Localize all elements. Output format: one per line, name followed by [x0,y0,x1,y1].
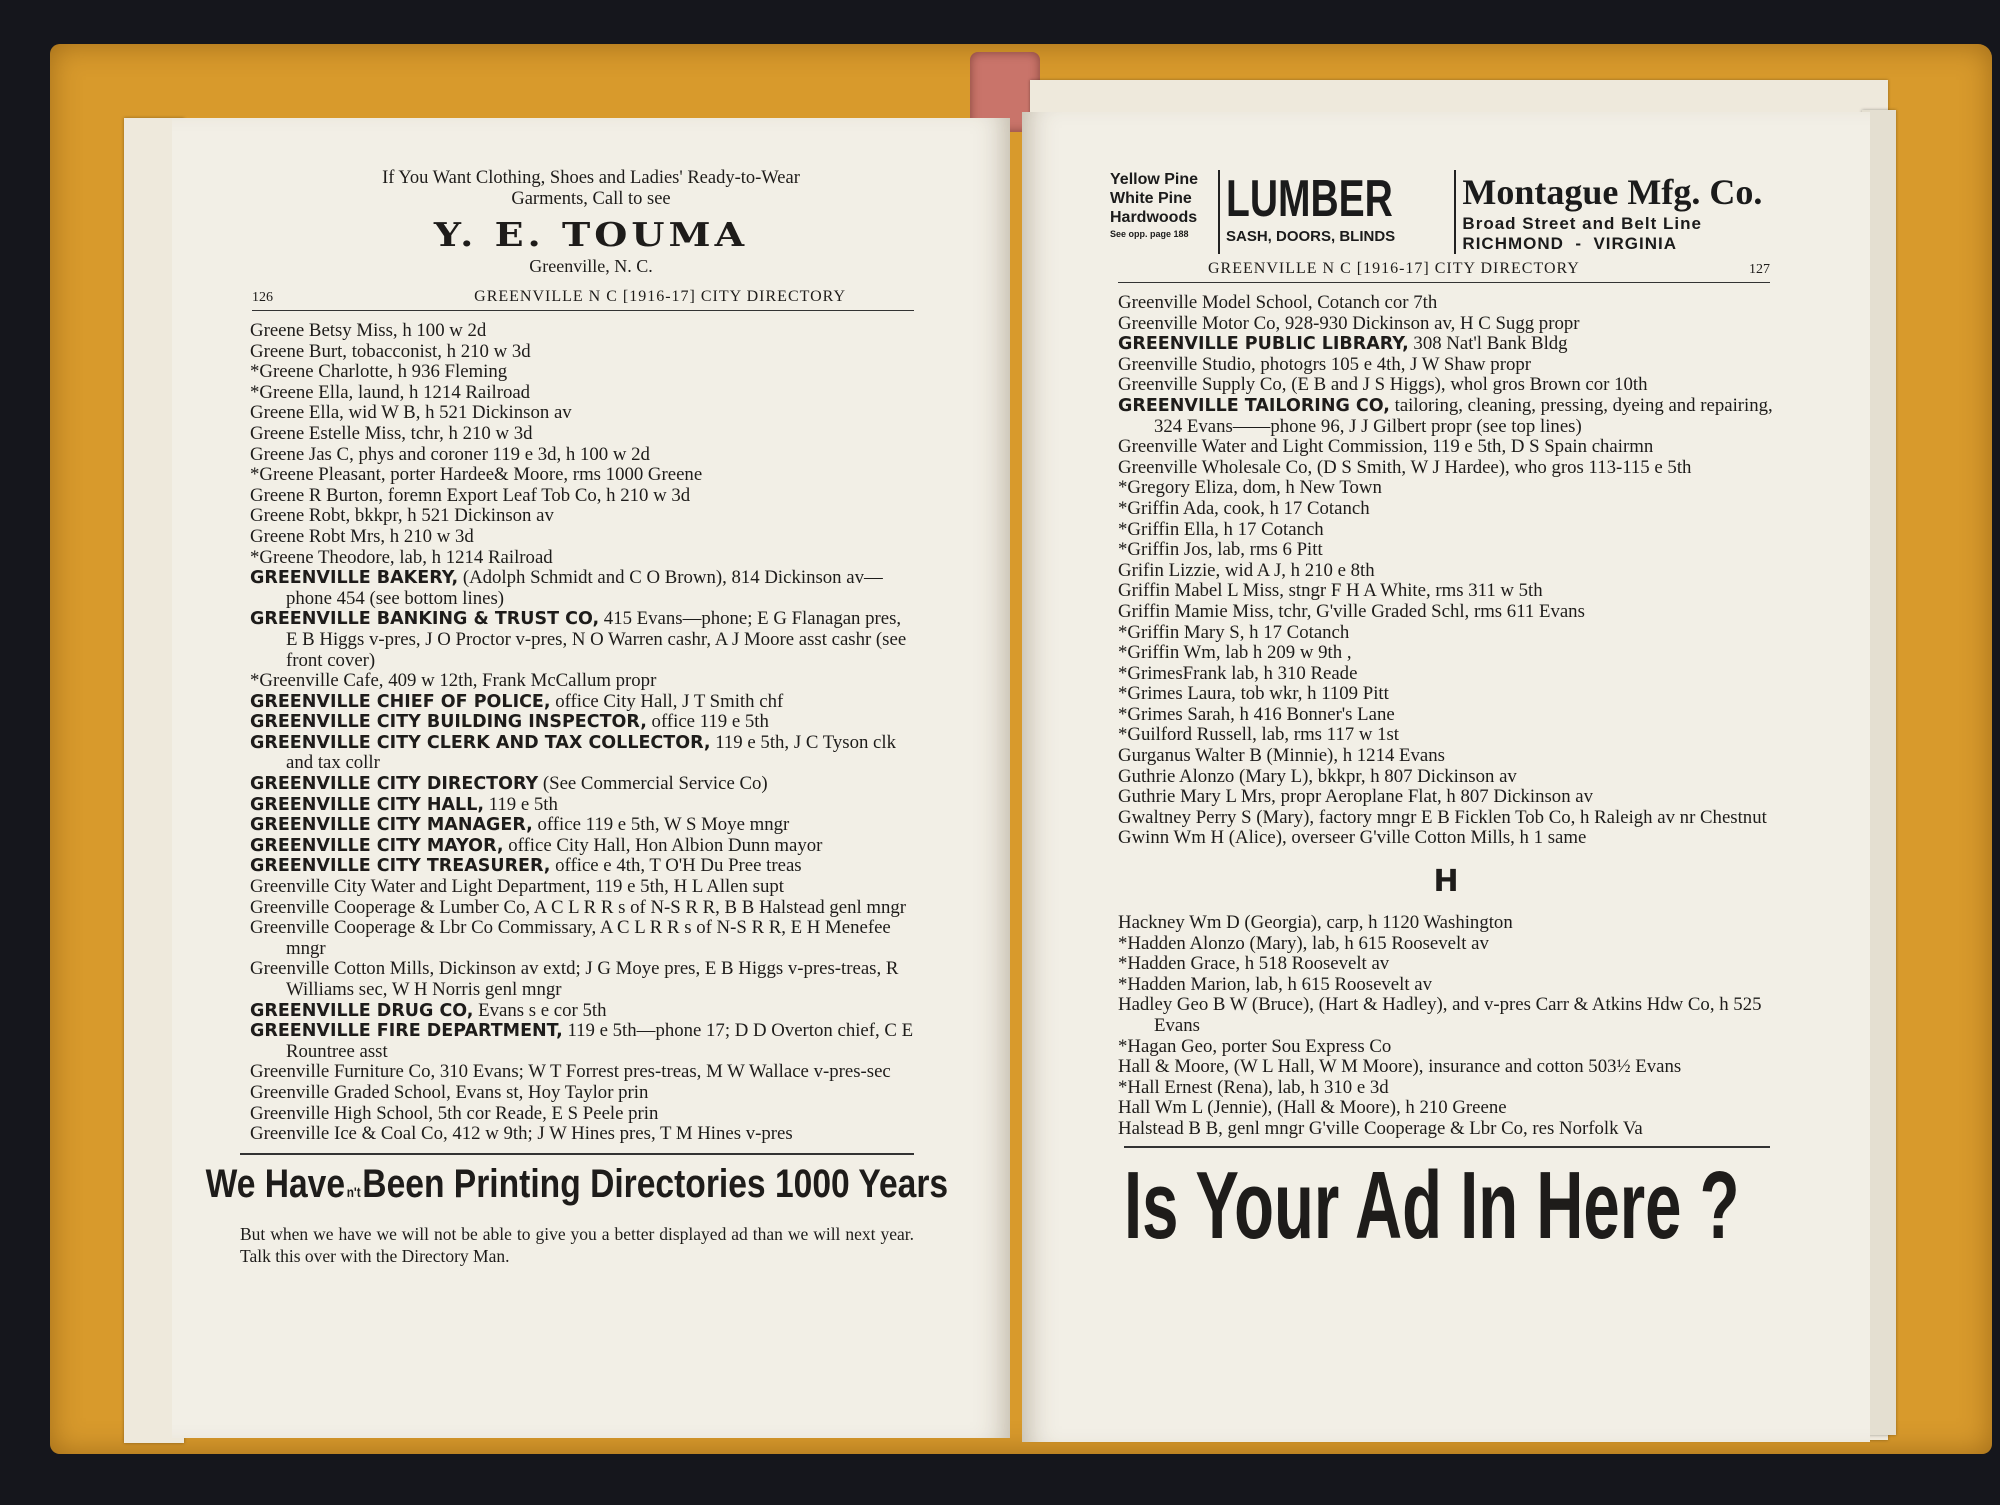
entry-name: Greene Robt, [250,505,351,527]
entry-name: Greenville Studio, [1118,353,1256,375]
montague-ad-address1: Broad Street and Belt Line [1462,214,1702,233]
entry-name: Greenville City Water and Light Department, [250,876,591,898]
directory-entry [1118,396,1774,437]
entry-details: lab, rms 117 w 1st [1256,724,1400,746]
entry-details: dom, h New Town [1237,477,1382,499]
entry-name-bold: GREENVILLE TAILORING CO, [1118,395,1390,416]
entry-name-bold: GREENVILLE CITY TREASURER, [250,856,551,877]
directory-entry [1118,664,1774,685]
entry-details: (See Commercial Service Co) [538,773,768,795]
entry-details: porter Hardee& Moore, rms 1000 Greene [385,464,703,486]
directory-entry [1118,954,1774,975]
entry-details: (Jennie), (Hall & Moore), h 210 Greene [1202,1097,1507,1119]
entry-details: wid A J, h 210 e 8th [1220,559,1375,581]
entry-name: Greene Burt, [250,340,347,362]
entry-details: 409 w 12th, Frank McCallum propr [383,670,657,692]
entry-details: laund, h 1214 Railroad [353,381,531,403]
montague-ad-firm-block [1456,170,1774,254]
directory-entry [250,527,914,548]
directory-entry [1118,499,1774,520]
entry-details: h 17 Cotanch [1244,621,1350,643]
montague-ad [1110,170,1774,254]
entry-name: Guthrie Mary L Mrs, [1118,786,1276,808]
directory-entry [250,1104,914,1125]
entry-details: Evans s e cor 5th [473,999,607,1021]
entry-name-bold: GREENVILLE BANKING & TRUST CO, [250,609,600,630]
entry-details: wid W B, h 521 Dickinson av [343,402,572,424]
entry-name: Greenville Cotton Mills, [250,958,435,980]
montague-ad-lumber: LUMBER [1226,170,1393,228]
entry-details: (Minnie), h 1214 Evans [1261,745,1445,767]
montague-ad-see-page: See opp. page 188 [1110,229,1189,239]
entry-details: h 416 Bonner's Lane [1234,703,1395,725]
entry-name: Grifin Lizzie, [1118,559,1221,581]
directory-entry [1118,623,1774,644]
entry-details: lab, h 615 Roosevelt av [1250,973,1433,995]
directory-entry [1118,767,1774,788]
directory-entry [1118,602,1774,623]
directory-entry [250,712,914,733]
entry-name: Greenville Graded School, [250,1081,451,1103]
directory-entry [1118,725,1774,746]
touma-ad-line1: If You Want Clothing, Shoes and Ladies' Ready-to-Wear [382,168,800,188]
directory-entry [250,424,914,445]
entry-name-bold: GREENVILLE BAKERY, [250,568,459,589]
entry-details: 119 e 5th [484,793,558,815]
entry-details: tob wkr, h 1109 Pitt [1235,683,1389,705]
entry-name: *Greene Theodore, [250,546,395,568]
entry-details: (Georgia), carp, h 1120 Washington [1239,912,1513,934]
entry-details: (E B and J S Higgs), whol gros Brown cor 10th [1286,374,1648,396]
entry-details: 119 e 5th, D S Spain chairmn [1427,436,1654,458]
touma-ad-line2: Garments, Call to see [511,189,671,209]
entry-name: Griffin Mamie Miss, [1118,600,1274,622]
directory-entry [250,506,914,527]
entry-details: h 17 Cotanch [1218,518,1324,540]
right-page [1022,112,1870,1442]
directory-entry [1118,355,1774,376]
entry-name: *Hall Ernest [1118,1076,1213,1098]
entry-details: Dickinson av extd; J G Moye pres, E B Higgs v-pres-treas, R Williams sec, W H Norris genl mngr [286,958,899,1000]
directory-entry [1118,787,1774,808]
entry-name: *GrimesFrank [1118,662,1227,684]
directory-entry [250,815,914,836]
directory-entry [250,362,914,383]
directory-entry [1118,581,1774,602]
entry-details: Cotanch cor 7th [1312,292,1438,313]
entry-name: Greene Robt Mrs, [250,525,386,547]
entry-name-bold: GREENVILLE CHIEF OF POLICE, [250,691,551,712]
entry-details: (Rena), lab, h 310 e 3d [1212,1076,1389,1098]
entry-details: cook, h 17 Cotanch [1218,497,1370,519]
entry-name: Gwinn Wm H [1118,827,1225,849]
entry-details: lab, h 1214 Railroad [394,546,553,568]
touma-ad-name: Y. E. TOUMA [433,215,749,254]
page-number-left: 126 [252,290,273,305]
directory-entry [250,1124,914,1145]
entry-name-bold: GREENVILLE DRUG CO, [250,1000,474,1021]
entry-details: office City Hall, J T Smith chf [550,690,784,712]
entry-name: Greene Betsy Miss, [250,320,398,341]
directory-entry [1118,520,1774,541]
entry-name: *Griffin Wm, [1118,642,1221,664]
entry-name: *Griffin Jos, [1118,539,1213,561]
entry-name: *Griffin Ada, [1118,497,1219,519]
directory-entry [1118,314,1774,335]
entry-name: Greene Jas C, [250,443,354,465]
entry-details: office City Hall, Hon Albion Dunn mayor [503,834,823,856]
directory-entry [250,1001,914,1022]
directory-entry [250,774,914,795]
touma-ad-city: Greenville, N. C. [529,256,653,276]
printing-ad-text: But when we have we will not be able to give you a better displayed ad than we will next year. Talk this over with the Directory Man. [240,1223,914,1266]
entry-name: *Greene Ella, [250,381,354,403]
directory-entry [1118,1119,1774,1140]
running-head-text-left: GREENVILLE N C [1916-17] CITY DIRECTORY [474,288,846,305]
entry-name-bold: GREENVILLE PUBLIC LIBRARY, [1118,334,1409,355]
directory-entry [1118,705,1774,726]
montague-ad-wood-3: Hardwoods [1110,209,1198,226]
directory-entry [250,568,914,609]
printing-ad-headline-a: We Have [205,1161,346,1206]
directory-entry [1118,1098,1774,1119]
entry-name: Guthrie Alonzo [1118,765,1235,787]
your-ad-banner [1124,1146,1770,1259]
directory-entry [250,918,914,959]
entry-name: Greene Ella, [250,402,344,424]
entry-details: (Alice), overseer G'ville Cotton Mills, h 1 same [1224,827,1587,849]
entry-details: (Adolph Schmidt and C O Brown), 814 Dickinson av—phone 454 (see bottom lines) [286,567,883,609]
directory-entry [1118,375,1774,396]
entry-name: Gurganus Walter B [1118,745,1262,767]
directory-entry [250,856,914,877]
entry-details: photogrs 105 e 4th, J W Shaw propr [1255,353,1531,375]
entry-name-bold: GREENVILLE CITY MAYOR, [250,835,504,856]
your-ad-headline: Is Your Ad In Here ? [1124,1151,1740,1259]
entry-details: h 936 Fleming [392,361,508,383]
entries-right-h [1118,913,1774,1140]
directory-entry [250,321,914,342]
entry-name-bold: GREENVILLE CITY HALL, [250,794,484,815]
directory-entry [250,795,914,816]
montague-ad-lumber-block [1218,170,1456,254]
entry-details: 928-930 Dickinson av, H C Sugg propr [1280,312,1580,334]
running-head-left [252,288,914,311]
directory-entry [250,733,914,774]
directory-entry [250,486,914,507]
directory-entry [1118,975,1774,996]
entry-name: Hall & Moore, [1118,1056,1230,1078]
entries-right [1118,293,1774,1140]
entry-name: *Greene Pleasant, [250,464,386,486]
entry-details: office e 4th, T O'H Du Pree treas [550,855,802,877]
entry-name: Hackney Wm D [1118,912,1240,934]
entry-name: *Gregory Eliza, [1118,477,1238,499]
entry-name: *Hagan Geo, [1118,1035,1218,1057]
directory-entry [1118,995,1774,1036]
entry-details: lab h 209 w 9th , [1220,642,1352,664]
running-head-right [1118,260,1770,283]
entry-name: Gwaltney Perry S [1118,806,1252,828]
montague-ad-wood-2: White Pine [1110,190,1192,207]
montague-ad-address2: RICHMOND - VIRGINIA [1462,234,1678,253]
entry-details: 119 e 5th, H L Allen supt [590,876,784,898]
directory-entry [1118,913,1774,934]
entry-name-bold: GREENVILLE CITY BUILDING INSPECTOR, [250,712,647,733]
directory-entry [250,1083,914,1104]
entry-name: Greenville Ice & Coal Co, [250,1123,448,1145]
entry-details: lab, h 310 Reade [1226,662,1358,684]
entry-details: tchr, G'ville Graded Schl, rms 611 Evans [1273,600,1585,622]
montague-ad-products: SASH, DOORS, BLINDS [1226,228,1396,245]
directory-entry [250,877,914,898]
entry-name: *Guilford Russell, [1118,724,1257,746]
entry-name: *Hadden Alonzo [1118,932,1245,954]
entry-details: tchr, h 210 w 3d [405,422,533,444]
entry-details: office 119 e 5th, W S Moye mngr [532,814,790,836]
entry-name: Greenville Model School, [1118,292,1313,313]
entry-details: stngr F H A White, rms 311 w 5th [1283,580,1543,602]
directory-entry [250,692,914,713]
montague-ad-firm: Montague Mfg. Co. [1462,172,1763,212]
entry-details: phys and coroner 119 e 3d, h 100 w 2d [353,443,650,465]
entry-details: tobacconist, h 210 w 3d [347,340,531,362]
directory-entry [1118,934,1774,955]
entry-details: foremn Export Leaf Tob Co, h 210 w 3d [383,484,691,506]
touma-ad [172,168,1010,276]
entry-name: *Griffin Mary S, [1118,621,1245,643]
printing-ad-headline-b: Been Printing Directories 1000 Years [362,1161,949,1206]
directory-entry [1118,1037,1774,1058]
entry-name-bold: GREENVILLE CITY CLERK AND TAX COLLECTOR, [250,732,711,753]
directory-entry [1118,746,1774,767]
entry-details: (W L Hall, W M Moore), insurance and cotton 503½ Evans [1229,1056,1682,1078]
directory-entry [1118,561,1774,582]
directory-entry [1118,334,1774,355]
directory-entry [250,959,914,1000]
entry-details: 308 Nat'l Bank Bldg [1408,333,1568,355]
directory-entry [1118,828,1774,849]
entry-name: Greene R Burton, [250,484,384,506]
directory-entry [1118,478,1774,499]
entry-details: genl mngr G'ville Cooperage & Lbr Co, res Norfolk Va [1222,1117,1643,1139]
directory-entry [250,342,914,363]
printing-ad-headline [205,1159,949,1217]
entry-details: bkkpr, h 521 Dickinson av [350,505,554,527]
montague-ad-woods [1110,170,1218,254]
entry-name: *Greene Charlotte, [250,361,393,383]
entry-details: h 100 w 2d [397,320,487,341]
directory-entry [250,1062,914,1083]
entry-details: h 518 Roosevelt av [1240,953,1390,975]
entry-details: 5th cor Reade, E S Peele prin [433,1102,659,1124]
directory-entry [1118,1057,1774,1078]
entry-details: h 210 w 3d [385,525,474,547]
entry-name: *Grimes Laura, [1118,683,1236,705]
directory-entry [250,403,914,424]
entry-name: Greenville Cooperage & Lbr Co Commissary, [250,917,597,939]
directory-entry [250,898,914,919]
directory-entry [250,1021,914,1062]
running-head-text-right: GREENVILLE N C [1916-17] CITY DIRECTORY [1208,260,1580,277]
entry-name: Greenville Supply Co, [1118,374,1287,396]
entry-details: (Mary L), bkkpr, h 807 Dickinson av [1234,765,1517,787]
left-page [172,118,1010,1438]
entry-name: Hall Wm L [1118,1097,1203,1119]
montague-ad-wood-1: Yellow Pine [1110,171,1199,188]
entry-details: lab, rms 6 Pitt [1212,539,1323,561]
page-number-right: 127 [1749,262,1770,277]
section-letter-h: H [1433,864,1459,900]
entry-name: *Hadden Grace, [1118,953,1241,975]
directory-entry [250,445,914,466]
directory-entry [1118,684,1774,705]
directory-entry [250,465,914,486]
entry-name: Greenville Cooperage & Lumber Co, [250,896,531,918]
entry-name: *Greenville Cafe, [250,670,384,692]
entry-name: Greenville High School, [250,1102,434,1124]
directory-entry [1118,643,1774,664]
entry-details: (D S Smith, W J Hardee), who gros 113-115 e 5th [1312,456,1692,478]
entries-left [250,321,914,1145]
directory-entry [1118,1078,1774,1099]
entry-details: 119 e 5th, J C Tyson clk and tax collr [286,731,896,774]
directory-entry [250,836,914,857]
entry-details: A C L R R s of N-S R R, E H Menefee mngr [286,917,891,959]
entry-name: Greenville Wholesale Co, [1118,456,1313,478]
entry-details: Evans st, Hoy Taylor prin [450,1081,649,1103]
directory-entry [1118,458,1774,479]
entry-name: *Grimes Sarah, [1118,703,1235,725]
directory-entry [250,609,914,671]
entry-name-bold: GREENVILLE CITY MANAGER, [250,815,533,836]
entry-details: (Bruce), (Hart & Hadley), and v-pres Carr & Atkins Hdw Co, h 525 Evans [1154,994,1762,1036]
entry-name-bold: GREENVILLE CITY DIRECTORY [250,774,539,795]
entry-name: Greenville Motor Co, [1118,312,1281,334]
directory-entry [1118,540,1774,561]
directory-entry [250,548,914,569]
entry-details: 412 w 9th; J W Hines pres, T M Hines v-pres [447,1123,793,1145]
directory-entry [250,383,914,404]
entry-name: Greenville Water and Light Commission, [1118,436,1428,458]
entries-right-g [1118,293,1774,849]
entry-name: Griffin Mabel L Miss, [1118,580,1284,602]
entry-details: (Mary), factory mngr E B Ficklen Tob Co, h Raleigh av nr Chestnut [1251,806,1767,828]
entry-details: propr Aeroplane Flat, h 807 Dickinson av [1275,786,1594,808]
entry-name: *Griffin Ella, [1118,518,1219,540]
printing-ad-headline-small: n't [346,1183,361,1200]
entry-details: A C L R R s of N-S R R, B B Halstead genl mngr [530,896,907,918]
entry-name: *Hadden Marion, [1118,973,1251,995]
directory-entry [1118,437,1774,458]
entry-details: (Mary), lab, h 615 Roosevelt av [1244,932,1489,954]
entry-details: 119 e 5th—phone 17; D D Overton chief, C E Rountree asst [286,1020,914,1062]
directory-entry [250,671,914,692]
entry-name: Hadley Geo B W [1118,994,1248,1016]
entry-details: 415 Evans—phone; E G Flanagan pres, E B Higgs v-pres, J O Proctor v-pres, N O Warren cashr, A J Moore asst cashr (see front cover) [286,608,907,671]
directory-entry [1118,808,1774,829]
entry-details: 310 Evans; W T Forrest pres-treas, M W Wallace v-pres-sec [435,1061,891,1083]
entry-details: tailoring, cleaning, pressing, dyeing and repairing, 324 Evans——phone 96, J J Gilbert propr (see top lines) [1154,394,1773,437]
entry-name: Halstead B B, [1118,1117,1223,1139]
printing-ad [205,1153,949,1267]
entry-name-bold: GREENVILLE FIRE DEPARTMENT, [250,1021,563,1042]
entry-details: porter Sou Express Co [1217,1035,1392,1057]
entry-name: Greene Estelle Miss, [250,422,406,444]
directory-entry [1118,293,1774,314]
entry-details: office 119 e 5th [646,711,769,733]
entry-name: Greenville Furniture Co, [250,1061,436,1083]
